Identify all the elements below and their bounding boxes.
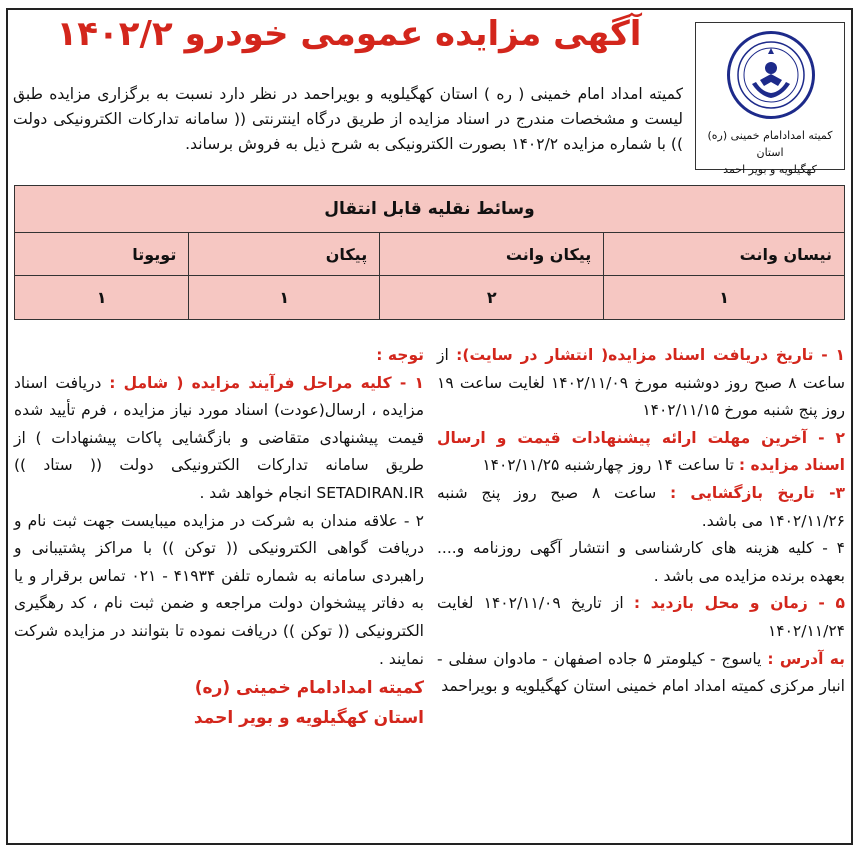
- item3-text: ساعت ۸ صبح روز پنج شنبه ۱۴۰۲/۱۱/۲۶ می باشد.: [437, 483, 845, 530]
- details-column: [437, 342, 845, 701]
- address-heading: به آدرس :: [767, 649, 845, 668]
- signature-line1: کمیته امدادامام خمینی (ره): [194, 678, 424, 699]
- address-text: یاسوج - کیلومتر ۵ جاده اصفهان - مادوان سفلی - انبار مرکزی کمیته امداد امام خمینی استان کهگیلویه و بویراحمد: [437, 649, 845, 696]
- logo-box: [695, 22, 845, 176]
- emdad-logo-icon: [727, 31, 815, 119]
- note1-text: دریافت اسناد مزایده ، ارسال(عودت) اسناد مورد نیاز مزایده ، فرم تأیید شده قیمت پیشنهادی متقاضی و بازگشایی پاکات پیشنهادات ) از طریق سامانه تدارکات الکترونیکی دولت (( ستاد )) SETADIRAN.IR انجام خواهد شد .: [14, 373, 424, 502]
- table-header-cell: پیکان: [189, 233, 380, 276]
- item3: [437, 480, 845, 535]
- item3-heading: ۳- تاریخ بازگشایی :: [670, 483, 845, 502]
- note1: [14, 370, 424, 508]
- table-header-cell: تویوتا: [15, 233, 189, 276]
- signature-line2: استان کهگیلویه و بویر احمد: [193, 708, 424, 729]
- item2-heading: ۲ - آخرین مهلت ارائه پیشنهادات قیمت و ارسال اسناد مزایده :: [437, 428, 845, 475]
- table-value-cell: ۱: [15, 276, 189, 320]
- item1: [437, 342, 845, 425]
- item4: ۴ - کلیه هزینه های کارشناسی و انتشار آگهی روزنامه و.... بعهده برنده مزایده می باشد .: [437, 539, 845, 585]
- notice-title: آگهی مزایده عمومی خودرو ۱۴۰۲/۲: [56, 14, 642, 54]
- logo-caption-line2: کهگیلویه و بویر احمد: [723, 163, 817, 176]
- vehicles-table: [14, 185, 845, 320]
- table-header-cell: پیکان وانت: [380, 233, 604, 276]
- note2: ۲ - علاقه مندان به شرکت در مزایده میبایست جهت ثبت نام و دریافت گواهی الکترونیکی (( توکن )) با مراکز پشتیبانی و راهبردی سامانه به شماره تلفن ۴۱۹۳۴ - ۰۲۱ تماس برقرار و یا به دفاتر پیشخوان دولت مراجعه و ضمن ثبت نام ، کد رهگیری الکترونیکی (( توکن )) دریافت نموده تا بتوانند در مزایده شرکت نمایند .: [14, 511, 425, 668]
- note1-heading: ۱ - کلیه مراحل فرآیند مزایده ( شامل :: [109, 373, 425, 392]
- table-value-cell: ۲: [380, 276, 604, 320]
- item5: [437, 590, 845, 645]
- table-caption: وسائط نقلیه قابل انتقال: [15, 186, 845, 233]
- table-header-cell: نیسان وانت: [604, 233, 845, 276]
- logo-caption-line1: کمیته امدادامام خمینی (ره) استان: [707, 129, 833, 159]
- item5-text: از تاریخ ۱۴۰۲/۱۱/۰۹ لغایت ۱۴۰۲/۱۱/۲۴: [437, 594, 845, 640]
- note-heading: توجه :: [376, 346, 424, 364]
- table-value-cell: ۱: [189, 276, 380, 320]
- logo-caption: [696, 127, 844, 178]
- item1-heading: ۱ - تاریخ دریافت اسناد مزایده( انتشار در سایت):: [456, 346, 845, 364]
- item2: [437, 425, 845, 480]
- item1-text: از ساعت ۸ صبح روز دوشنبه مورخ ۱۴۰۲/۱۱/۰۹ لغایت ساعت ۱۹ روز پنج شنبه مورخ ۱۴۰۲/۱۱/۱۵: [437, 346, 845, 420]
- intro-paragraph: کمیته امداد امام خمینی ( ره ) استان کهگیلویه و بویراحمد در نظر دارد نسبت به برگزاری مزایده طبق لیست و مشخصات مندرج در اسناد مزایده از طریق درگاه اینترنتی (( سامانه تدارکات الکترونیکی دولت )) با شماره مزایده ۱۴۰۲/۲ بصورت الکترونیکی به شرح ذیل به فروش برساند.: [13, 85, 683, 153]
- address: [437, 646, 845, 701]
- notes-column: [14, 342, 424, 733]
- item5-heading: ۵ - زمان و محل بازدید :: [633, 594, 845, 613]
- table-value-cell: ۱: [604, 276, 845, 320]
- item2-text: تا ساعت ۱۴ روز چهارشنبه ۱۴۰۲/۱۱/۲۵: [482, 456, 734, 475]
